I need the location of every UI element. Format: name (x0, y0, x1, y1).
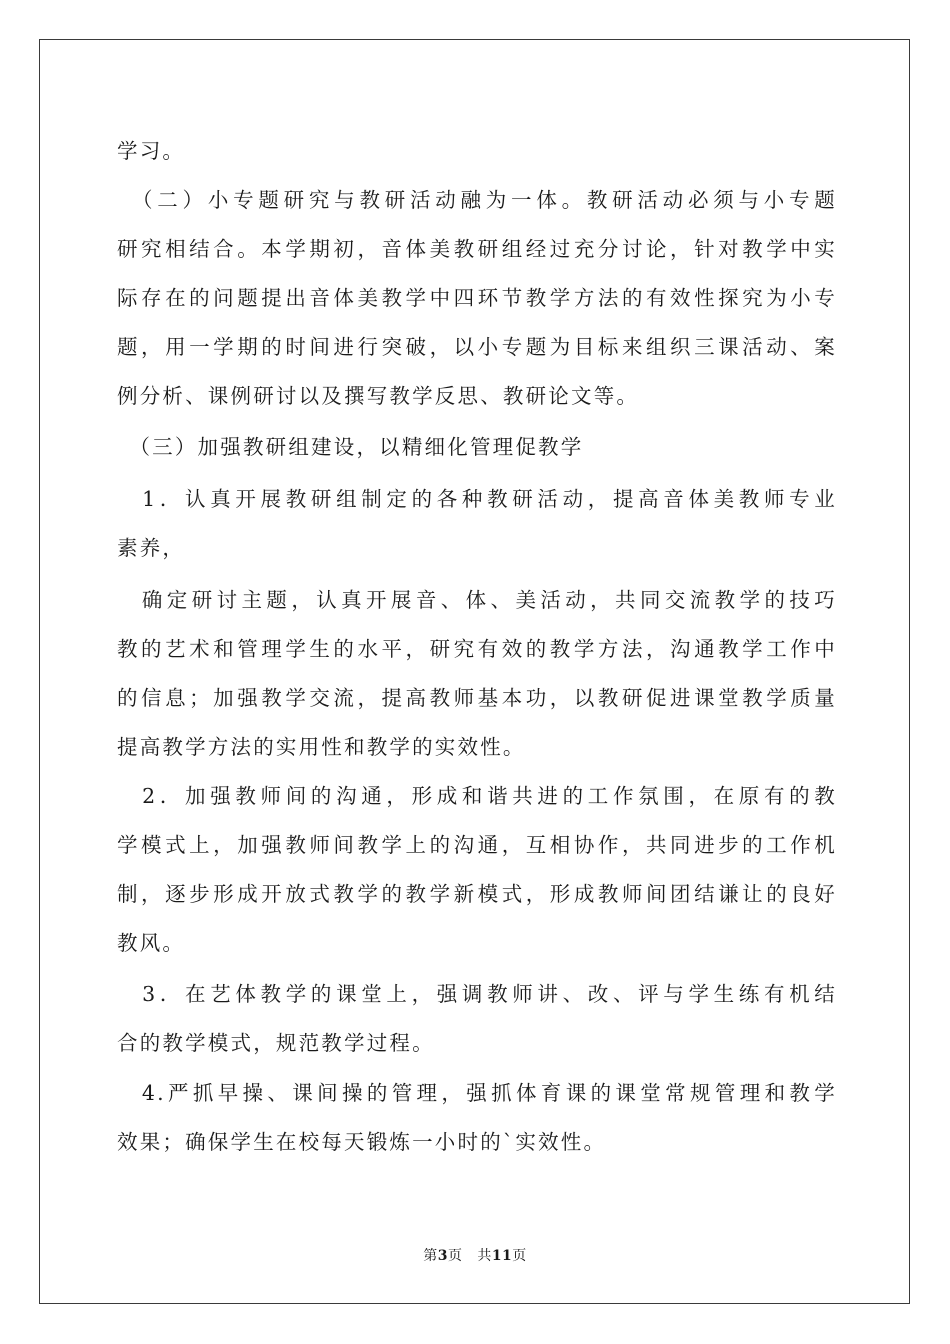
text-line: 4.严抓早操、课间操的管理，强抓体育课的课堂常规管理和教学 (117, 1081, 837, 1105)
text-line: 2．加强教师间的沟通，形成和谐共进的工作氛围，在原有的教 (117, 784, 837, 808)
paragraph-1 (117, 127, 837, 176)
footer-total-suffix: 页 (512, 1248, 527, 1264)
text-line: 题，用一学期的时间进行突破，以小专题为目标来组织三课活动、案 (117, 335, 837, 359)
text-line: （二）小专题研究与教研活动融为一体。教研活动必须与小专题 (117, 188, 837, 212)
page-footer (0, 1245, 950, 1265)
footer-prefix: 第 (423, 1248, 438, 1264)
text-line: 1．认真开展教研组制定的各种教研活动，提高音体美教师专业 (117, 487, 837, 511)
text-line: 教风。 (117, 931, 186, 955)
paragraph-7 (117, 970, 837, 1068)
paragraph-3 (117, 423, 837, 472)
text-line: 制，逐步形成开放式教学的教学新模式，形成教师间团结谦让的良好 (117, 882, 837, 906)
paragraph-6 (117, 772, 837, 968)
footer-page-number: 3 (437, 1248, 448, 1264)
text-line: 效果；确保学生在校每天锻炼一小时的`实效性。 (117, 1130, 607, 1154)
paragraph-5 (117, 576, 837, 772)
text-line: 研究相结合。本学期初，音体美教研组经过充分讨论，针对教学中实 (117, 237, 837, 261)
text-line: 合的教学模式，规范教学过程。 (117, 1031, 435, 1055)
text-line: 提高教学方法的实用性和教学的实效性。 (117, 735, 526, 759)
footer-page-suffix: 页 (447, 1248, 463, 1264)
footer-total-prefix: 共 (477, 1248, 492, 1264)
text-line: 学习。 (117, 139, 186, 163)
paragraph-8 (117, 1069, 837, 1167)
text-line: 学模式上，加强教师间教学上的沟通，互相协作，共同进步的工作机 (117, 833, 837, 857)
text-line: 确定研讨主题，认真开展音、体、美活动，共同交流教学的技巧 (117, 588, 837, 612)
paragraph-2 (117, 176, 837, 421)
text-line: 例分析、课例研讨以及撰写教学反思、教研论文等。 (117, 384, 640, 408)
text-line: 3．在艺体教学的课堂上，强调教师讲、改、评与学生练有机结 (117, 982, 837, 1006)
text-line: 素养， (117, 536, 186, 560)
text-line: 的信息；加强教学交流，提高教师基本功，以教研促进课堂教学质量 (117, 686, 837, 710)
text-line: （三）加强教研组建设，以精细化管理促教学 (117, 435, 584, 459)
paragraph-4 (117, 475, 837, 573)
text-line: 教的艺术和管理学生的水平，研究有效的教学方法，沟通教学工作中 (117, 637, 837, 661)
text-line: 际存在的问题提出音体美教学中四环节教学方法的有效性探究为小专 (117, 286, 837, 310)
footer-total-pages: 11 (491, 1248, 513, 1264)
